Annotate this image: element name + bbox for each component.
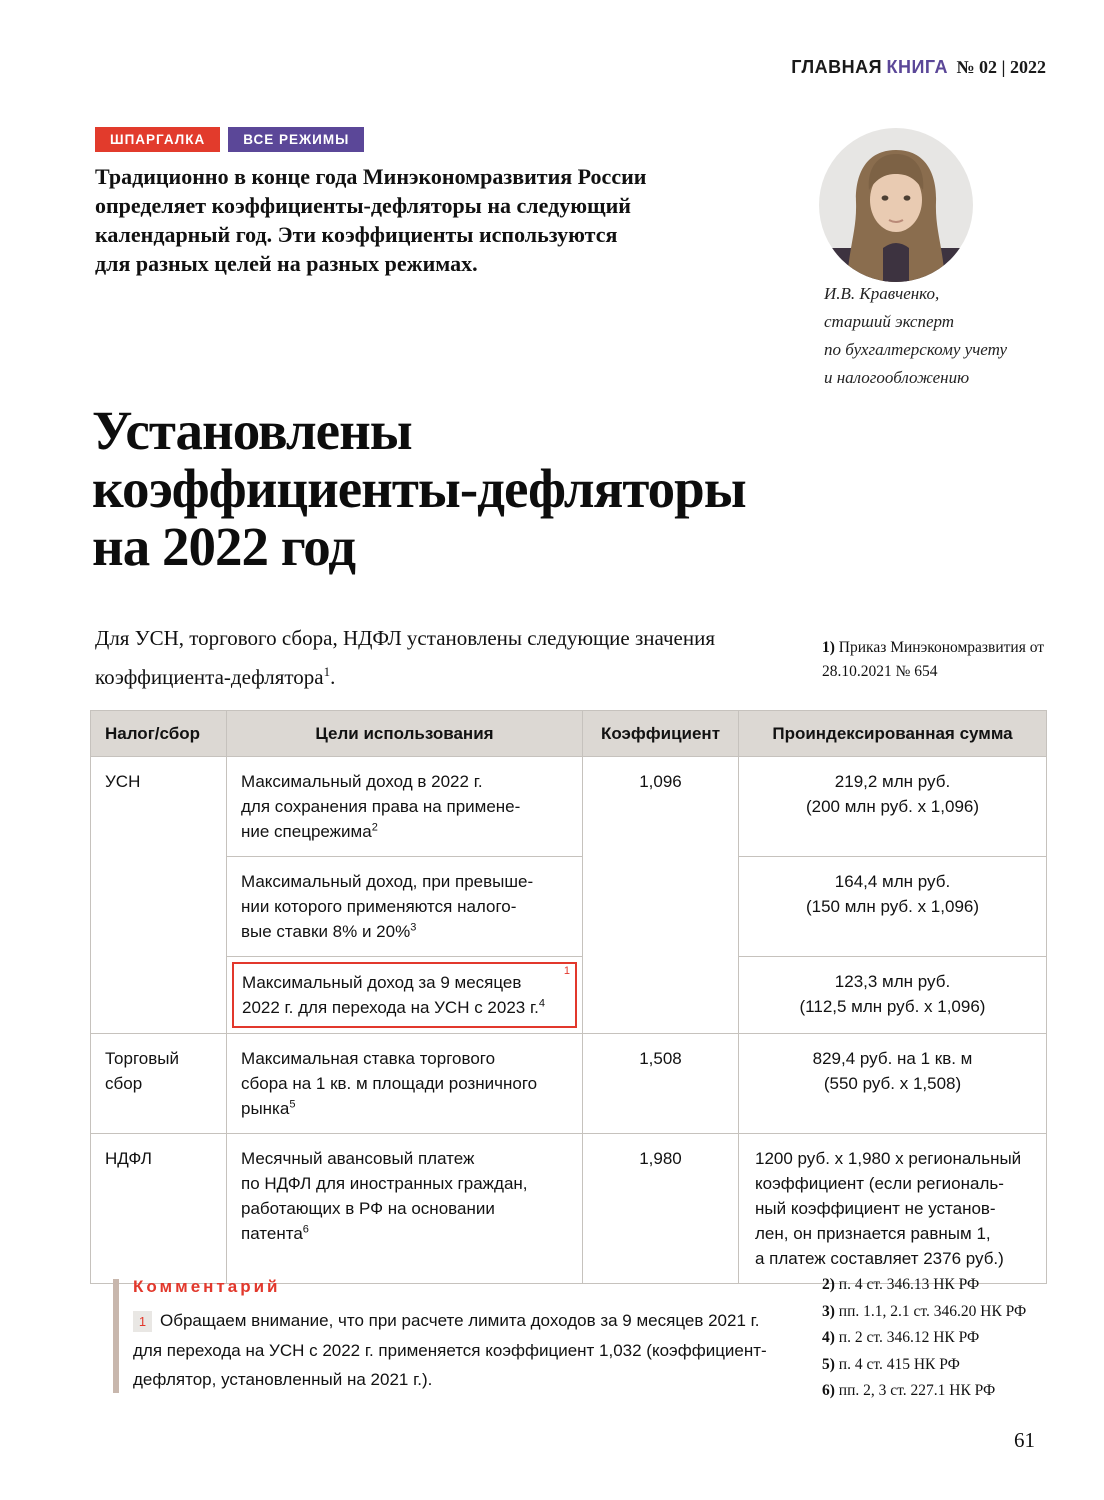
page-number: 61 xyxy=(1014,1428,1035,1452)
title-line: на 2022 год xyxy=(92,516,356,577)
comment-highlight-box: 1 Максимальный доход за 9 месяцев 2022 г. для перехода на УСН с 2023 г.$^4$ xyxy=(232,962,577,1028)
author-role-line: по бухгалтерскому учету xyxy=(824,340,1008,359)
author-role-line: старший эксперт xyxy=(824,312,955,331)
footnote-ref-4: 4 xyxy=(538,997,545,1010)
cell-indexed-sum: 123,3 млн руб. (112,5 млн руб. х 1,096) xyxy=(739,957,1047,1034)
issue-number: № 02 | 2022 xyxy=(956,57,1046,77)
intro-line: коэффициента-дефлятора$^1$. xyxy=(95,664,336,689)
comment-marker-ref: 1 xyxy=(563,965,570,977)
footnote-ref-2: 2 xyxy=(371,821,378,834)
footnotes-list xyxy=(822,1272,1026,1405)
cell-goal: Месячный авансовый платеж по НДФЛ для иностранных граждан, работающих в РФ на основании патента$^6$ xyxy=(227,1134,583,1284)
lede-paragraph xyxy=(95,162,646,278)
comment-body: 1 Обращаем внимание, что при расчете лимита доходов за 9 месяцев 2021 г. для перехода на УСН с 2022 г. применяется коэффициент 1,032 (коэффициент- дефлятор, установленный на 2021 г.). xyxy=(133,1311,767,1389)
footnote-item: 5) п. 4 ст. 415 НК РФ xyxy=(822,1355,960,1373)
col-header-goals: Цели использования xyxy=(227,711,583,757)
cell-goal: Максимальная ставка торгового сбора на 1 кв. м площади розничного рынка$^5$ xyxy=(227,1034,583,1134)
footnote-item: 6) пп. 2, 3 ст. 227.1 НК РФ xyxy=(822,1382,996,1399)
rubric-badges xyxy=(95,127,364,152)
comment-heading: Комментарий xyxy=(133,1277,281,1296)
comment-marker: 1 xyxy=(133,1311,152,1332)
title-line: коэффициенты-дефляторы xyxy=(92,458,746,519)
col-header-indexed-sum: Проиндексированная сумма xyxy=(739,711,1047,757)
badge-shpargalka: ШПАРГАЛКА xyxy=(95,127,220,152)
cell-tax-usn: УСН xyxy=(91,757,227,1034)
cell-coefficient: 1,096 xyxy=(583,757,739,1034)
table-row xyxy=(91,757,1047,857)
footnote-ref-3: 3 xyxy=(410,921,417,934)
footnote-ref-1: 1 xyxy=(323,664,331,679)
cell-tax-trade-levy: Торговый сбор xyxy=(91,1034,227,1134)
table-row xyxy=(91,957,1047,1034)
comment-block xyxy=(113,1277,803,1395)
title-line: Установлены xyxy=(92,400,412,461)
cell-indexed-sum: 219,2 млн руб. (200 млн руб. х 1,096) xyxy=(739,757,1047,857)
cell-coefficient: 1,508 xyxy=(583,1034,739,1134)
brand-main: ГЛАВНАЯ xyxy=(791,57,883,77)
article-title xyxy=(92,402,746,576)
cell-indexed-sum: 164,4 млн руб. (150 млн руб. х 1,096) xyxy=(739,857,1047,957)
cell-tax-ndfl: НДФЛ xyxy=(91,1134,227,1284)
cell-coefficient: 1,980 xyxy=(583,1134,739,1284)
author-role-line: и налогообложению xyxy=(824,368,970,387)
lede-line: для разных целей на разных режимах. xyxy=(95,251,478,276)
footnote-item: 4) п. 2 ст. 346.12 НК РФ xyxy=(822,1329,980,1346)
lede-line: определяет коэффициенты-дефляторы на следующий xyxy=(95,193,631,218)
cell-goal: Максимальный доход, при превыше- нии которого применяются налого- вые ставки 8% и 20%$^3$ xyxy=(227,857,583,957)
lede-line: календарный год. Эти коэффициенты используются xyxy=(95,222,618,247)
intro-line: Для УСН, торгового сбора, НДФЛ установлены следующие значения xyxy=(95,626,716,650)
author-portrait-graphic xyxy=(819,128,973,282)
comment-side-bar xyxy=(113,1279,119,1393)
author-photo xyxy=(819,128,973,282)
badge-vse-rezhimy: ВСЕ РЕЖИМЫ xyxy=(228,127,364,152)
cell-goal: Максимальный доход в 2022 г. для сохранения права на примене- ние спецрежима$^2$ xyxy=(227,757,583,857)
deflator-table xyxy=(90,710,1047,1284)
footnote-ref-6: 6 xyxy=(302,1223,309,1236)
author-name: И.В. Кравченко, xyxy=(824,284,940,303)
margin-note-text: Приказ Минэкономразвития от 28.10.2021 № 654 xyxy=(822,639,1045,680)
footnote-ref-5: 5 xyxy=(289,1098,296,1111)
footnote-item: 2) п. 4 ст. 346.13 НК РФ xyxy=(822,1276,980,1293)
col-header-tax: Налог/сбор xyxy=(91,711,227,757)
cell-goal-highlighted xyxy=(227,957,583,1034)
table-row xyxy=(91,1134,1047,1284)
brand-accent: КНИГА xyxy=(886,57,948,77)
cell-indexed-sum: 1200 руб. х 1,980 х региональный коэффициент (если региональ- ный коэффициент не установ- лен, он признается равным 1, а платеж составляет 2376 руб.) xyxy=(739,1134,1047,1284)
margin-note xyxy=(822,636,1054,684)
table-row xyxy=(91,1034,1047,1134)
intro-paragraph xyxy=(95,622,715,694)
table-row xyxy=(91,857,1047,957)
cell-indexed-sum: 829,4 руб. на 1 кв. м (550 руб. х 1,508) xyxy=(739,1034,1047,1134)
table-header-row xyxy=(91,711,1047,757)
lede-line: Традиционно в конце года Минэкономразвития России xyxy=(95,164,647,189)
footnote-item: 3) пп. 1.1, 2.1 ст. 346.20 НК РФ xyxy=(822,1302,1027,1320)
col-header-coefficient: Коэффициент xyxy=(583,711,739,757)
masthead xyxy=(791,57,1046,78)
author-caption xyxy=(824,280,1007,392)
margin-note-number: 1) xyxy=(822,639,835,656)
